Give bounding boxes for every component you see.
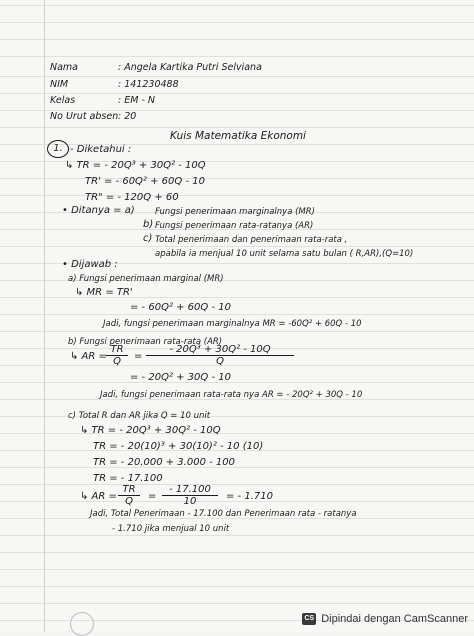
part-c-line-4: TR = - 17.100	[93, 473, 163, 484]
nim-label: NIM	[50, 79, 69, 90]
part-b-eq: =	[134, 351, 143, 362]
part-a-line-1: ↳ MR = TR'	[75, 287, 133, 298]
part-b-tr: TR	[106, 344, 128, 356]
part-a-line-2: = - 60Q² + 60Q - 10	[130, 302, 231, 313]
part-b-title: b) Fungsi penerimaan rata-rata (AR)	[68, 337, 223, 347]
camscanner-watermark	[302, 611, 468, 627]
problem-number: 1.	[47, 140, 69, 158]
kelas-value: : EM - N	[118, 95, 155, 106]
ditanya-c-2: apabila ia menjual 10 unit selama satu bulan ( R,AR),(Q=10)	[155, 249, 414, 259]
part-c-conclusion-1: Jadi, Total Penerimaan - 17.100 dan Penerimaan rata - ratanya	[90, 509, 357, 519]
ditanya-c-label: c)	[143, 233, 153, 244]
part-b-ar: ↳ AR =	[70, 351, 107, 362]
binder-hole	[70, 612, 94, 636]
ditanya-b: Fungsi penerimaan rata-ratanya (AR)	[155, 221, 314, 231]
part-c-q: Q	[125, 496, 133, 507]
part-c-line-2: TR = - 20(10)³ + 30(10)² - 10 (10)	[93, 441, 264, 452]
page-title: Kuis Matematika Ekonomi	[170, 130, 306, 142]
ditanya-c: Total penerimaan dan penerimaan rata-rata ,	[155, 235, 348, 245]
part-b-denominator: Q	[216, 356, 224, 367]
absen-label: No Urut absen	[50, 111, 119, 122]
kelas-label: Kelas	[50, 95, 76, 106]
diketahui-label: - Diketahui :	[70, 144, 132, 155]
part-c-line-3: TR = - 20.000 + 3.000 - 100	[93, 457, 235, 468]
camscanner-label: Dipindai dengan CamScanner	[321, 613, 468, 625]
part-a-conclusion: Jadi, fungsi penerimaan marginalnya MR = -60Q² + 60Q - 10	[103, 319, 362, 329]
absen-value: : 20	[118, 111, 137, 122]
part-c-eq: =	[148, 491, 157, 502]
margin-line	[44, 0, 45, 632]
part-a-title: a) Fungsi penerimaan marginal (MR)	[68, 274, 224, 284]
ditanya-label: • Ditanya = a)	[62, 205, 135, 216]
part-b-q: Q	[113, 356, 121, 367]
part-b-conclusion: Jadi, fungsi penerimaan rata-rata nya AR = - 20Q² + 30Q - 10	[100, 390, 363, 400]
part-b-fraction-main	[146, 344, 294, 367]
nama-label: Nama	[50, 62, 79, 73]
part-c-ar: ↳ AR =	[80, 491, 117, 502]
part-c-denominator: 10	[183, 496, 197, 507]
part-b-numerator: - 20Q³ + 30Q² - 10Q	[146, 344, 294, 356]
diketahui-line-1: ↳ TR = - 20Q³ + 30Q² - 10Q	[65, 160, 206, 171]
part-b-result: = - 20Q² + 30Q - 10	[130, 372, 231, 383]
part-c-title: c) Total R dan AR jika Q = 10 unit	[68, 411, 211, 421]
part-c-conclusion-2: - 1.710 jika menjual 10 unit	[112, 524, 230, 534]
diketahui-line-2: TR' = - 60Q² + 60Q - 10	[85, 176, 205, 187]
part-c-line-1: ↳ TR = - 20Q³ + 30Q² - 10Q	[80, 425, 221, 436]
part-c-fraction-tr-q	[118, 484, 140, 507]
part-c-result: = - 1.710	[226, 491, 273, 502]
diketahui-line-3: TR" = - 120Q + 60	[85, 192, 179, 203]
part-c-numerator: - 17.100	[162, 484, 218, 496]
ditanya-a: Fungsi penerimaan marginalnya (MR)	[155, 207, 315, 217]
part-b-fraction-tr-q	[106, 344, 128, 367]
nama-value: : Angela Kartika Putri Selviana	[118, 62, 262, 73]
part-c-tr: TR	[118, 484, 140, 496]
part-c-fraction-main	[162, 484, 218, 507]
nim-value: : 141230488	[118, 79, 179, 90]
camscanner-icon: CS	[302, 613, 316, 625]
ditanya-b-label: b)	[143, 219, 154, 230]
dijawab-label: • Dijawab :	[62, 259, 118, 270]
